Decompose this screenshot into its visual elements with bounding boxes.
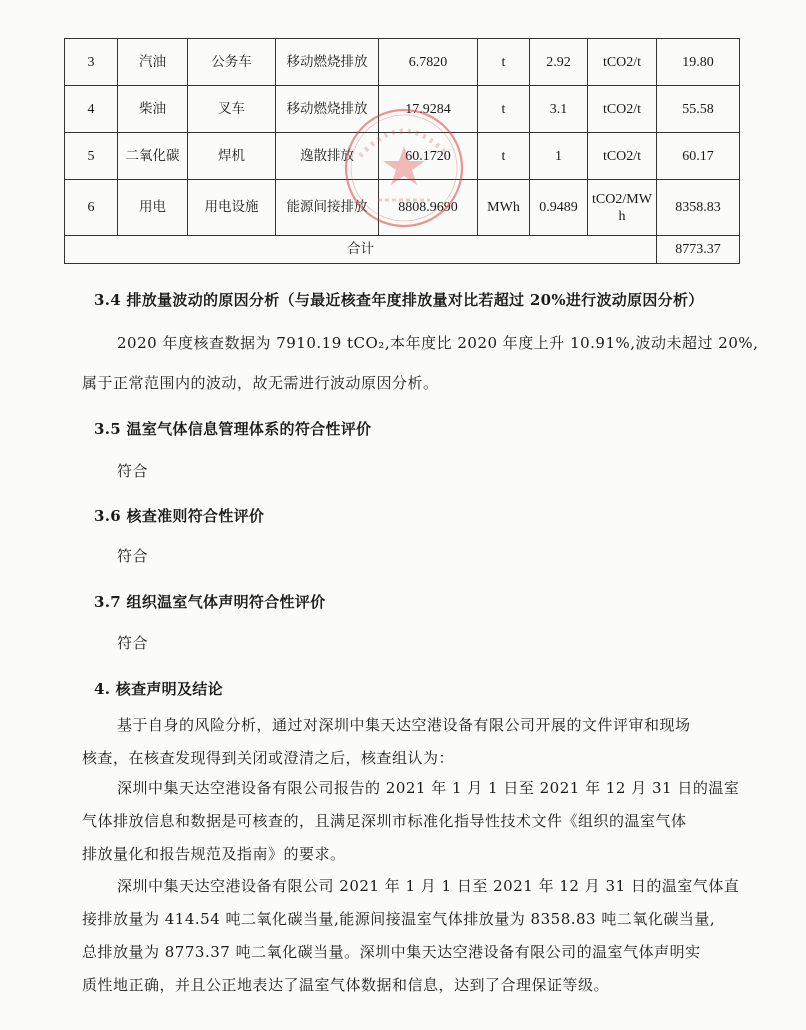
equipment: 用电设施 bbox=[188, 180, 276, 236]
activity-amount: 8808.9690 bbox=[379, 180, 478, 236]
table-row bbox=[65, 180, 740, 236]
emission-factor: 2.92 bbox=[530, 39, 588, 86]
activity-amount: 17.9284 bbox=[379, 86, 478, 133]
table-row bbox=[65, 133, 740, 180]
paragraph-line: 深圳中集天达空港设备有限公司报告的 2021 年 1 月 1 日至 2021 年 12 月 31 日的温室 bbox=[117, 779, 740, 797]
section-3-7-text: 符合 bbox=[117, 634, 149, 652]
row-number: 4 bbox=[65, 86, 118, 133]
activity-unit: t bbox=[478, 86, 530, 133]
fuel-type: 柴油 bbox=[118, 86, 188, 133]
section-3-4-heading: 3.4 排放量波动的原因分析（与最近核查年度排放量对比若超过 20%进行波动原因分析） bbox=[94, 291, 704, 309]
activity-unit: t bbox=[478, 133, 530, 180]
paragraph-line: 气体排放信息和数据是可核查的，且满足深圳市标准化指导性技术文件《组织的温室气体 bbox=[82, 812, 687, 830]
paragraph-line: 基于自身的风险分析，通过对深圳中集天达空港设备有限公司开展的文件评审和现场 bbox=[117, 716, 691, 734]
equipment: 焊机 bbox=[188, 133, 276, 180]
equipment: 公务车 bbox=[188, 39, 276, 86]
section-4-heading: 4. 核查声明及结论 bbox=[94, 680, 223, 698]
paragraph-line: 排放量化和报告规范及指南》的要求。 bbox=[82, 845, 346, 863]
row-number: 6 bbox=[65, 180, 118, 236]
factor-unit: tCO2/t bbox=[588, 39, 657, 86]
paragraph-line: 属于正常范围内的波动，故无需进行波动原因分析。 bbox=[82, 374, 439, 392]
paragraph-line: 总排放量为 8773.37 吨二氧化碳当量。深圳中集天达空港设备有限公司的温室气体声明实 bbox=[82, 943, 701, 961]
paragraph-line: 2020 年度核查数据为 7910.19 tCO₂,本年度比 2020 年度上升 10.91%,波动未超过 20%, bbox=[117, 334, 759, 352]
activity-amount: 60.1720 bbox=[379, 133, 478, 180]
emission-value: 19.80 bbox=[657, 39, 740, 86]
row-number: 5 bbox=[65, 133, 118, 180]
emission-factor: 1 bbox=[530, 133, 588, 180]
emission-value: 8358.83 bbox=[657, 180, 740, 236]
emissions-table bbox=[64, 38, 740, 264]
paragraph-line: 接排放量为 414.54 吨二氧化碳当量,能源间接温室气体排放量为 8358.83 吨二氧化碳当量, bbox=[82, 910, 716, 928]
section-3-7-heading: 3.7 组织温室气体声明符合性评价 bbox=[94, 593, 326, 611]
section-3-6-heading: 3.6 核查准则符合性评价 bbox=[94, 507, 265, 525]
fuel-type: 汽油 bbox=[118, 39, 188, 86]
activity-unit: t bbox=[478, 39, 530, 86]
total-value: 8773.37 bbox=[657, 236, 740, 264]
row-number: 3 bbox=[65, 39, 118, 86]
paragraph-line: 深圳中集天达空港设备有限公司 2021 年 1 月 1 日至 2021 年 12 月 31 日的温室气体直 bbox=[117, 877, 740, 895]
section-3-5-heading: 3.5 温室气体信息管理体系的符合性评价 bbox=[94, 420, 372, 438]
table-row bbox=[65, 86, 740, 133]
factor-unit: tCO2/t bbox=[588, 133, 657, 180]
emission-source: 移动燃烧排放 bbox=[276, 39, 379, 86]
equipment: 叉车 bbox=[188, 86, 276, 133]
emission-value: 55.58 bbox=[657, 86, 740, 133]
emission-source: 逸散排放 bbox=[276, 133, 379, 180]
activity-unit: MWh bbox=[478, 180, 530, 236]
factor-unit: tCO2/MWh bbox=[588, 180, 657, 236]
emission-factor: 0.9489 bbox=[530, 180, 588, 236]
paragraph-line: 核查，在核查发现得到关闭或澄清之后，核查组认为： bbox=[82, 749, 455, 767]
table-row bbox=[65, 39, 740, 86]
paragraph-line: 质性地正确，并且公正地表达了温室气体数据和信息，达到了合理保证等级。 bbox=[82, 976, 610, 994]
total-label: 合计 bbox=[65, 236, 657, 264]
fuel-type: 用电 bbox=[118, 180, 188, 236]
table-total-row bbox=[65, 236, 740, 264]
section-3-6-text: 符合 bbox=[117, 547, 149, 565]
factor-unit: tCO2/t bbox=[588, 86, 657, 133]
section-3-5-text: 符合 bbox=[117, 462, 149, 480]
fuel-type: 二氧化碳 bbox=[118, 133, 188, 180]
emission-source: 能源间接排放 bbox=[276, 180, 379, 236]
emission-source: 移动燃烧排放 bbox=[276, 86, 379, 133]
activity-amount: 6.7820 bbox=[379, 39, 478, 86]
emission-factor: 3.1 bbox=[530, 86, 588, 133]
emission-value: 60.17 bbox=[657, 133, 740, 180]
